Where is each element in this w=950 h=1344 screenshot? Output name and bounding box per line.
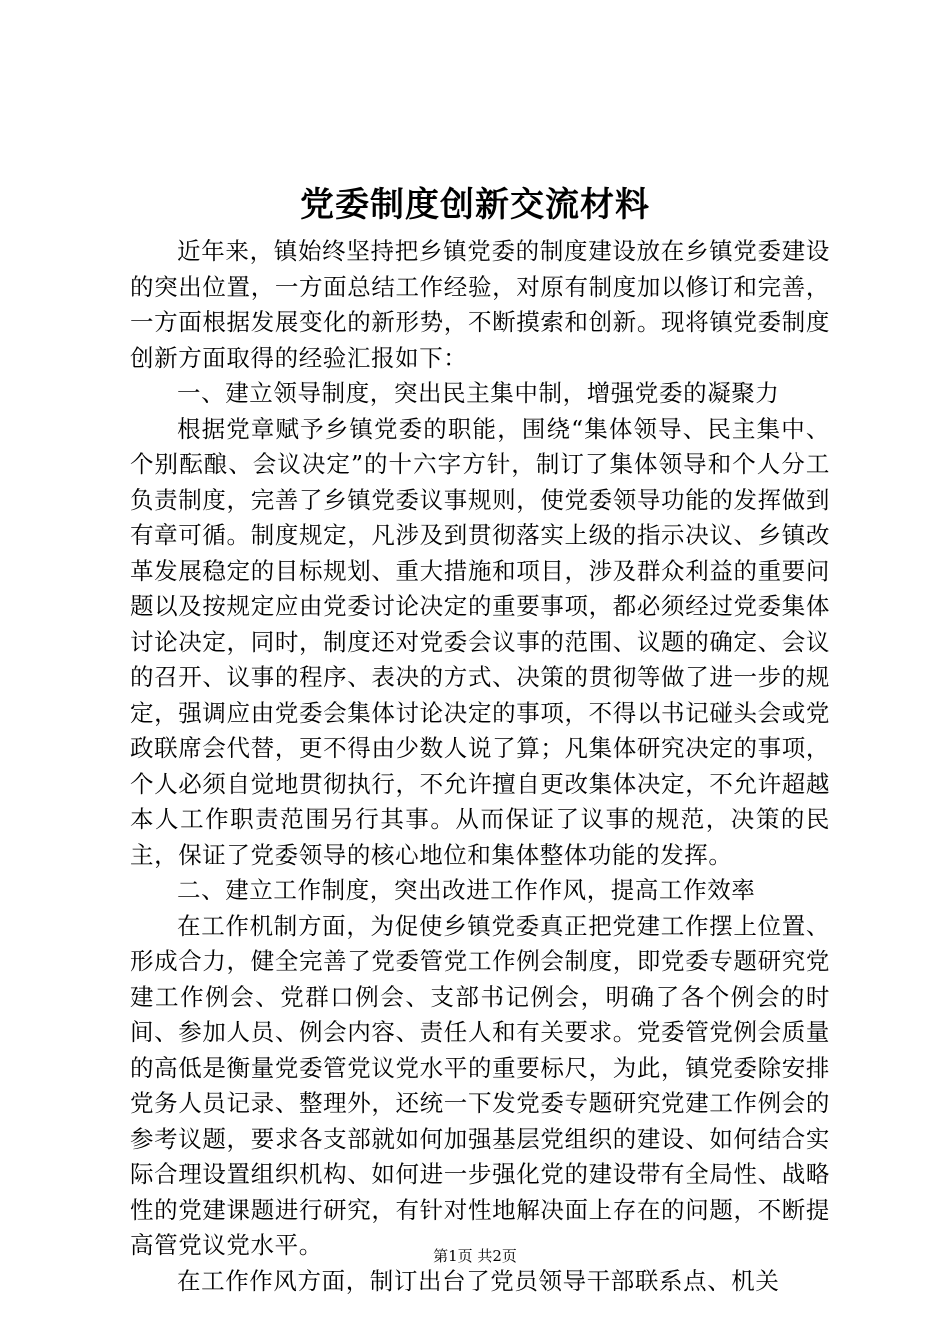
document-body	[130, 234, 830, 1299]
page-footer: 第1页 共2页	[433, 1247, 517, 1265]
body-paragraph: 近年来，镇始终坚持把乡镇党委的制度建设放在乡镇党委建设的突出位置，一方面总结工作经验，对原有制度加以修订和完善，一方面根据发展变化的新形势，不断摸索和创新。现将镇党委制度创新方面取得的经验汇报如下：	[130, 237, 830, 372]
section-heading: 二、建立工作制度，突出改进工作作风，提高工作效率	[177, 876, 756, 904]
section-heading: 一、建立领导制度，突出民主集中制，增强党委的凝聚力	[177, 379, 780, 407]
body-paragraph: 在工作机制方面，为促使乡镇党委真正把党建工作摆上位置、形成合力，健全完善了党委管党工作例会制度，即党委专题研究党建工作例会、党群口例会、支部书记例会，明确了各个例会的时间、参加人员、例会内容、责任人和有关要求。党委管党例会质量的高低是衡量党委管党议党水平的重要标尺，为此，镇党委除安排党务人员记录、整理外，还统一下发党委专题研究党建工作例会的参考议题，要求各支部就如何加强基层党组织的建设、如何结合实际合理设置组织机构、如何进一步强化党的建设带有全局性、战略性的党建课题进行研究，有针对性地解决面上存在的问题，不断提高管党议党水平。	[130, 911, 830, 1259]
body-paragraph: 根据党章赋予乡镇党委的职能，围绕“集体领导、民主集中、个别酝酿、会议决定”的十六字方针，制订了集体领导和个人分工负责制度，完善了乡镇党委议事规则，使党委领导功能的发挥做到有章可循。制度规定，凡涉及到贯彻落实上级的指示决议、乡镇改革发展稳定的目标规划、重大措施和项目，涉及群众利益的重要问题以及按规定应由党委讨论决定的重要事项，都必须经过党委集体讨论决定，同时，制度还对党委会议事的范围、议题的确定、会议的召开、议事的程序、表决的方式、决策的贯彻等做了进一步的规定，强调应由党委会集体讨论决定的事项，不得以书记碰头会或党政联席会代替，更不得由少数人说了算；凡集体研究决定的事项，个人必须自觉地贯彻执行，不允许擅自更改集体决定，不允许超越本人工作职责范围另行其事。从而保证了议事的规范，决策的民主，保证了党委领导的核心地位和集体整体功能的发挥。	[130, 414, 830, 869]
document-title: 党委制度创新交流材料	[300, 185, 650, 225]
body-paragraph: 在工作作风方面，制订出台了党员领导干部联系点、机关	[177, 1266, 780, 1295]
